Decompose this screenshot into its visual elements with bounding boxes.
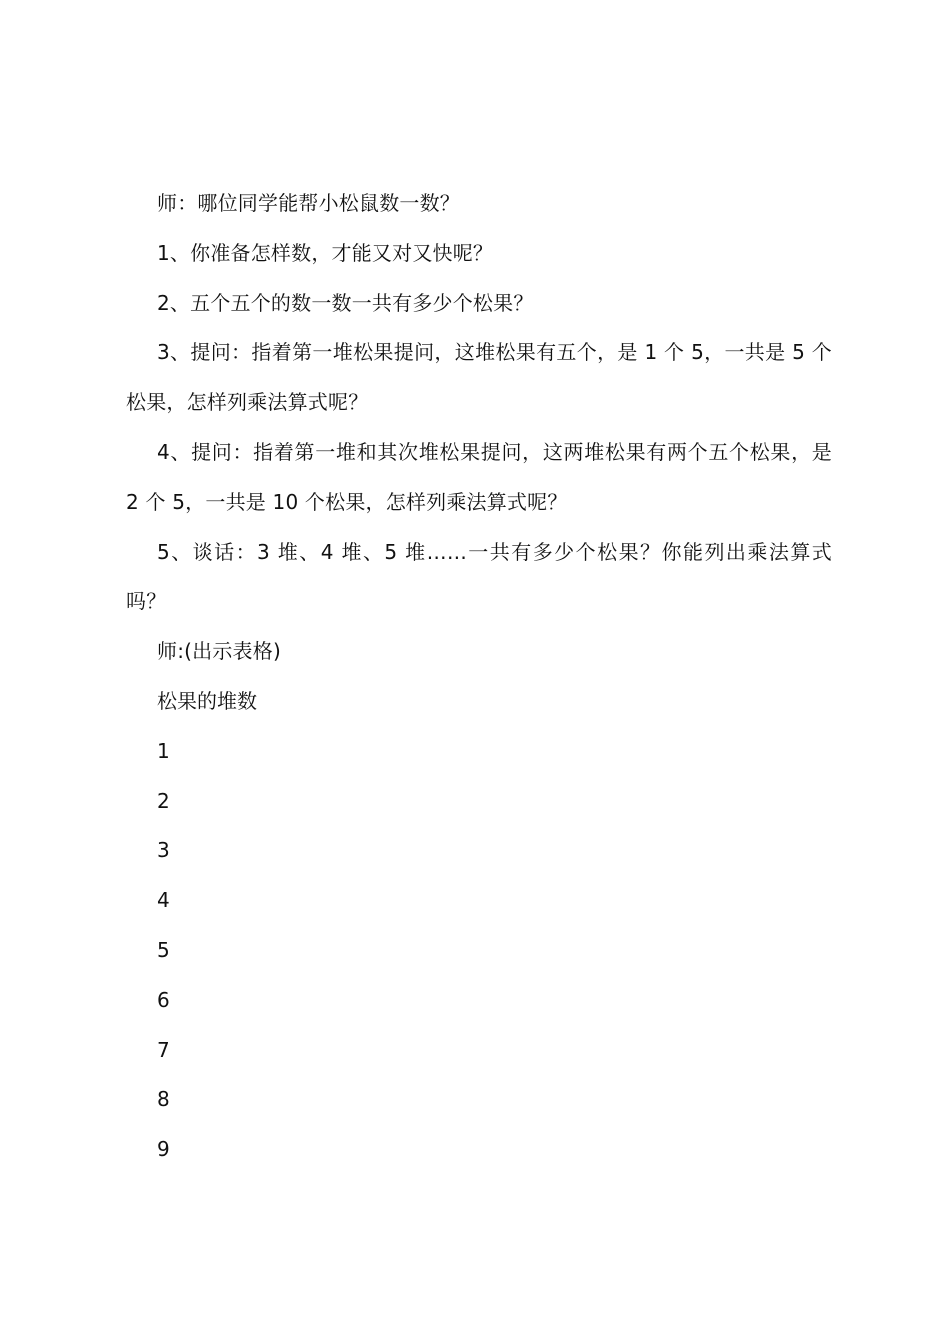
table-value: 5 <box>157 937 170 962</box>
table-value: 1 <box>157 738 170 763</box>
paragraph-show-table: 师:(出示表格) <box>157 639 281 664</box>
paragraph-step-3: 3、提问：指着第一堆松果提问，这堆松果有五个，是 1 个 5，一共是 5 个松果，怎样列乘法算式呢？ <box>126 340 832 415</box>
table-value: 3 <box>157 838 170 863</box>
table-value: 2 <box>157 788 170 813</box>
document-page <box>126 179 832 1175</box>
paragraph-teacher-question: 师：哪位同学能帮小松鼠数一数？ <box>157 191 460 215</box>
paragraph-step-5: 5、谈话：3 堆、4 堆、5 堆……一共有多少个松果？你能列出乘法算式吗？ <box>126 539 832 614</box>
table-value: 9 <box>157 1137 170 1162</box>
table-value: 7 <box>157 1037 170 1062</box>
table-header: 松果的堆数 <box>157 688 257 713</box>
table-value: 8 <box>157 1087 170 1112</box>
paragraph-step-4: 4、提问：指着第一堆和其次堆松果提问，这两堆松果有两个五个松果，是 2 个 5，一共是 10 个松果，怎样列乘法算式呢？ <box>126 439 832 514</box>
table-value: 6 <box>157 987 170 1012</box>
paragraph-step-1: 1、你准备怎样数，才能又对又快呢？ <box>157 240 494 265</box>
paragraph-step-2: 2、五个五个的数一数一共有多少个松果？ <box>157 290 534 315</box>
table-value: 4 <box>157 888 170 913</box>
